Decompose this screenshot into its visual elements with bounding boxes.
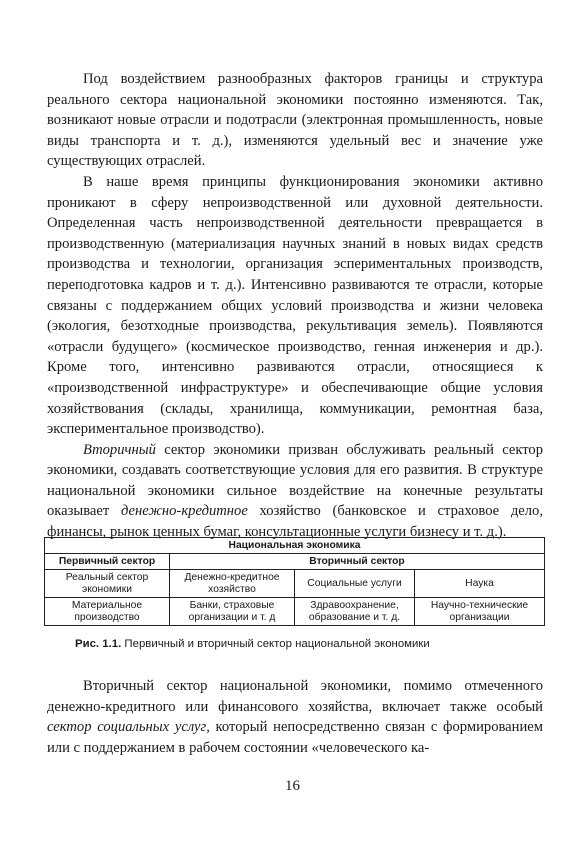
- paragraph-2: В наше время принципы функционирования экономики активно проникают в сферу непроизводственной или духовной деятельности. Определенная часть непроизводственной деятельности превращается в производственную (материализация научных знаний в новых видах средств производства и технологии, организация эспериментальных производств, переподготовка кадров и т. д.). Интенсивно развиваются те отрасли, которые связаны с поддержанием общих условий производства и жизни человека (экология, безотходные производства, рекультивация земель). Появляются «отрасли будущего» (космическое производство, генная инженерия и др.). Кроме того, интенсивно развиваются отрасли, относящиеся к «производственной инфраструктуре» и обеспечивающие общие условия хозяйствования (склады, хранилища, коммуникации, ремонтная база, экспериментальное производство).: [47, 173, 543, 438]
- paragraph-1: Под воздействием разнообразных факторов границы и структура реального сектора национальной экономики постоянно изменяются. Так, возникают новые отрасли и подотрасли (электронная промышленность, новые виды транспорта и т. д.), изменяются удельный вес и значение уже существующих отраслей.: [47, 71, 543, 170]
- economy-scheme-figure: [44, 537, 545, 626]
- paragraph-3-lead-italic: Вторичный: [83, 441, 156, 458]
- scheme-title-row: [45, 538, 545, 554]
- scheme-title: Национальная экономика: [45, 538, 545, 554]
- closing-text: [47, 676, 543, 758]
- paragraph-4-part1: Вторичный сектор национальной экономики, помимо отмеченного денежно-кредитного или финансового хозяйства, включает также особый: [47, 678, 543, 715]
- economy-scheme-table: [44, 537, 545, 626]
- scheme-cell: Социальные услуги: [295, 570, 415, 598]
- scheme-cell: Банки, страховые организации и т. д: [170, 598, 295, 626]
- page-number: 16: [285, 778, 300, 794]
- scheme-cell: Здравоохранение, образование и т. д.: [295, 598, 415, 626]
- paragraph-4: [47, 676, 543, 758]
- paragraph-4-part2: , который непосредственно связан с формированием или с поддержанием в рабочем состоянии «человеческого ка-: [47, 719, 543, 756]
- main-text: [47, 69, 543, 543]
- primary-sector-header: Первичный сектор: [45, 554, 170, 570]
- paragraph-3-mid-italic: денежно-кредитное: [120, 503, 248, 520]
- caption-text: Первичный и вторичный сектор национальной экономики: [121, 638, 430, 650]
- scheme-row-sectors: [45, 570, 545, 598]
- scheme-cell: Материальное производство: [45, 598, 170, 626]
- scheme-row-examples: [45, 598, 545, 626]
- scheme-cell: Наука: [415, 570, 545, 598]
- figure-caption: [75, 637, 535, 651]
- scheme-header-row: [45, 554, 545, 570]
- scheme-cell: Денежно-кредитное хозяйство: [170, 570, 295, 598]
- paragraph-3: [47, 440, 543, 543]
- paragraph-4-italic: сектор социальных услуг: [47, 719, 207, 736]
- paragraph-3-part2: хозяйство (банковское и страховое дело, финансы, рынок ценных бумаг, консультационные услуги бизнесу и т. д.).: [47, 503, 543, 541]
- secondary-sector-header: Вторичный сектор: [170, 554, 545, 570]
- scheme-cell: Научно-технические организации: [415, 598, 545, 626]
- caption-label: Рис. 1.1.: [75, 638, 122, 650]
- paragraph-3-part1: сектор экономики призван обслуживать реальный сектор экономики, создавать соответствующие условия для его развития. В структуре национальной экономики сильное воздействие на конечные результаты оказывает: [47, 441, 543, 520]
- scheme-cell: Реальный сектор экономики: [45, 570, 170, 598]
